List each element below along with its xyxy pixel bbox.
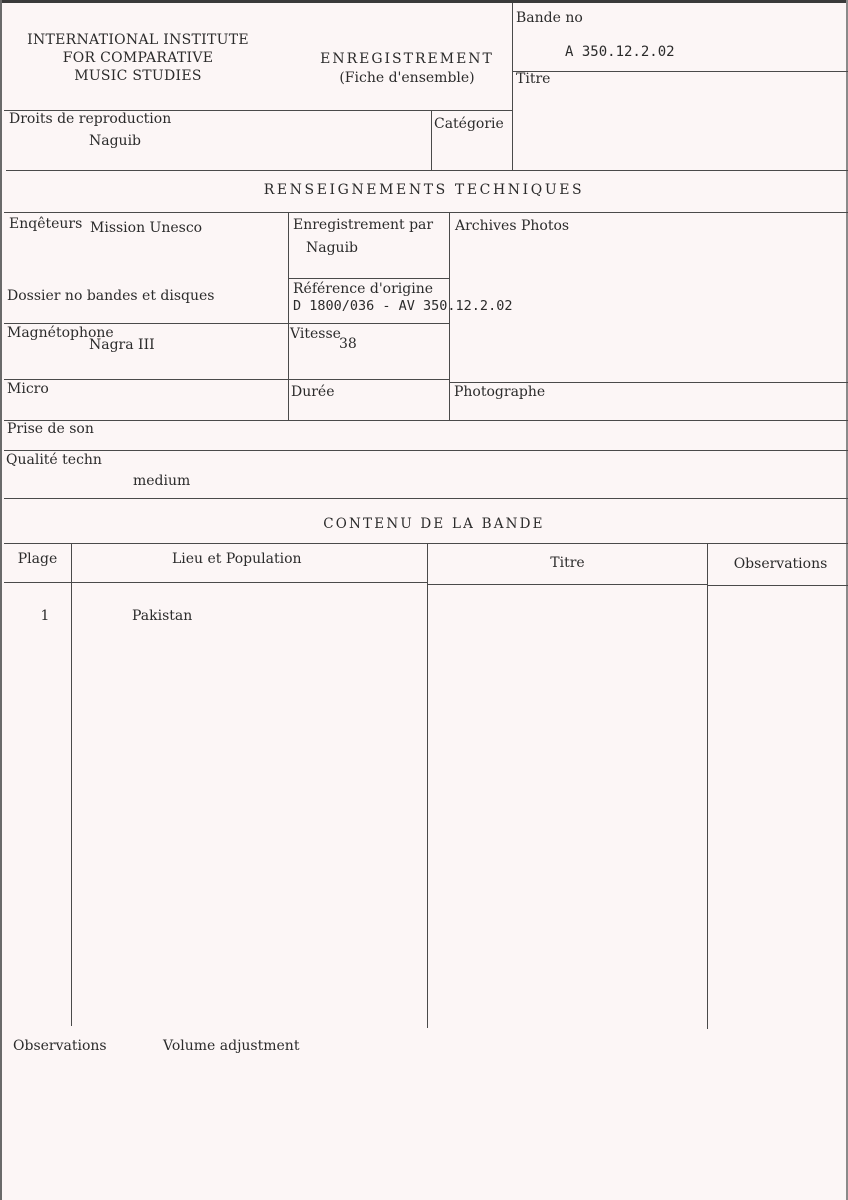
- qualite-value: medium: [133, 473, 191, 489]
- col-header-titre: Titre: [550, 555, 585, 571]
- technical-bottom-line: [4, 498, 848, 499]
- technical-divider-1: [288, 213, 289, 421]
- micro-top-line-left: [4, 379, 449, 380]
- qualite-label: Qualité techn: [6, 452, 102, 468]
- reference-value: D 1800/036 - AV 350.12.2.02: [293, 298, 513, 314]
- contents-header-line-right: [708, 585, 848, 586]
- prise-top-line: [4, 420, 848, 421]
- bande-no-label: Bande no: [516, 10, 583, 26]
- contents-header-line-mid: [428, 584, 708, 585]
- institute-line-3: MUSIC STUDIES: [74, 68, 202, 84]
- contents-col-divider-2: [427, 544, 428, 1028]
- header-divider: [512, 3, 513, 170]
- enregistrement-par-label: Enregistrement par: [293, 217, 434, 233]
- micro-top-line-right: [449, 382, 848, 383]
- photographe-label: Photographe: [454, 384, 546, 400]
- prise-label: Prise de son: [7, 421, 94, 437]
- institute-line-1: INTERNATIONAL INSTITUTE: [27, 32, 249, 48]
- magnetophone-value: Nagra III: [89, 337, 155, 353]
- observations-value: Volume adjustment: [163, 1038, 300, 1054]
- qualite-top-line: [4, 450, 848, 451]
- sheet-top-edge: [0, 0, 848, 3]
- bande-titre-divider: [512, 71, 848, 72]
- sheet-left-edge: [0, 0, 2, 1200]
- technical-divider-2: [449, 213, 450, 421]
- titre-label: Titre: [516, 71, 551, 87]
- form-subtitle: (Fiche d'ensemble): [339, 70, 475, 86]
- col-header-lieu: Lieu et Population: [172, 551, 302, 567]
- institute-line-2: FOR COMPARATIVE: [62, 50, 214, 66]
- vitesse-value: 38: [339, 336, 357, 352]
- reference-label: Référence d'origine: [293, 281, 434, 297]
- categorie-label: Catégorie: [434, 116, 504, 132]
- enqueteurs-value: Mission Unesco: [90, 220, 203, 236]
- bande-no-value: A 350.12.2.02: [565, 44, 675, 60]
- col-header-observations: Observations: [733, 556, 828, 572]
- archives-photos-label: Archives Photos: [455, 218, 570, 234]
- contents-top-line: [4, 543, 848, 544]
- row-plage: 1: [40, 608, 50, 624]
- technical-section-title: RENSEIGNEMENTS TECHNIQUES: [263, 182, 585, 198]
- rights-bottom-line: [6, 170, 848, 171]
- form-title: ENREGISTREMENT: [320, 51, 494, 67]
- vitesse-label: Vitesse: [290, 326, 341, 342]
- micro-label: Micro: [7, 381, 49, 397]
- dossier-label: Dossier no bandes et disques: [7, 288, 215, 304]
- observations-label: Observations: [13, 1038, 107, 1054]
- contents-col-divider-3: [707, 544, 708, 1029]
- contents-header-line-left: [4, 582, 428, 583]
- droits-value: Naguib: [89, 133, 142, 149]
- reference-top-line: [288, 278, 449, 279]
- categorie-divider: [431, 111, 432, 170]
- technical-top-line: [4, 212, 848, 213]
- col-header-plage: Plage: [17, 551, 58, 567]
- enqueteurs-label: Enqêteurs: [9, 216, 83, 232]
- duree-label: Durée: [291, 384, 335, 400]
- magnetophone-label: Magnétophone: [7, 325, 114, 341]
- enregistrement-par-value: Naguib: [306, 240, 359, 256]
- row-lieu: Pakistan: [132, 608, 193, 624]
- droits-label: Droits de reproduction: [9, 111, 172, 127]
- contents-section-title: CONTENU DE LA BANDE: [323, 516, 545, 532]
- magneto-top-line: [4, 323, 449, 324]
